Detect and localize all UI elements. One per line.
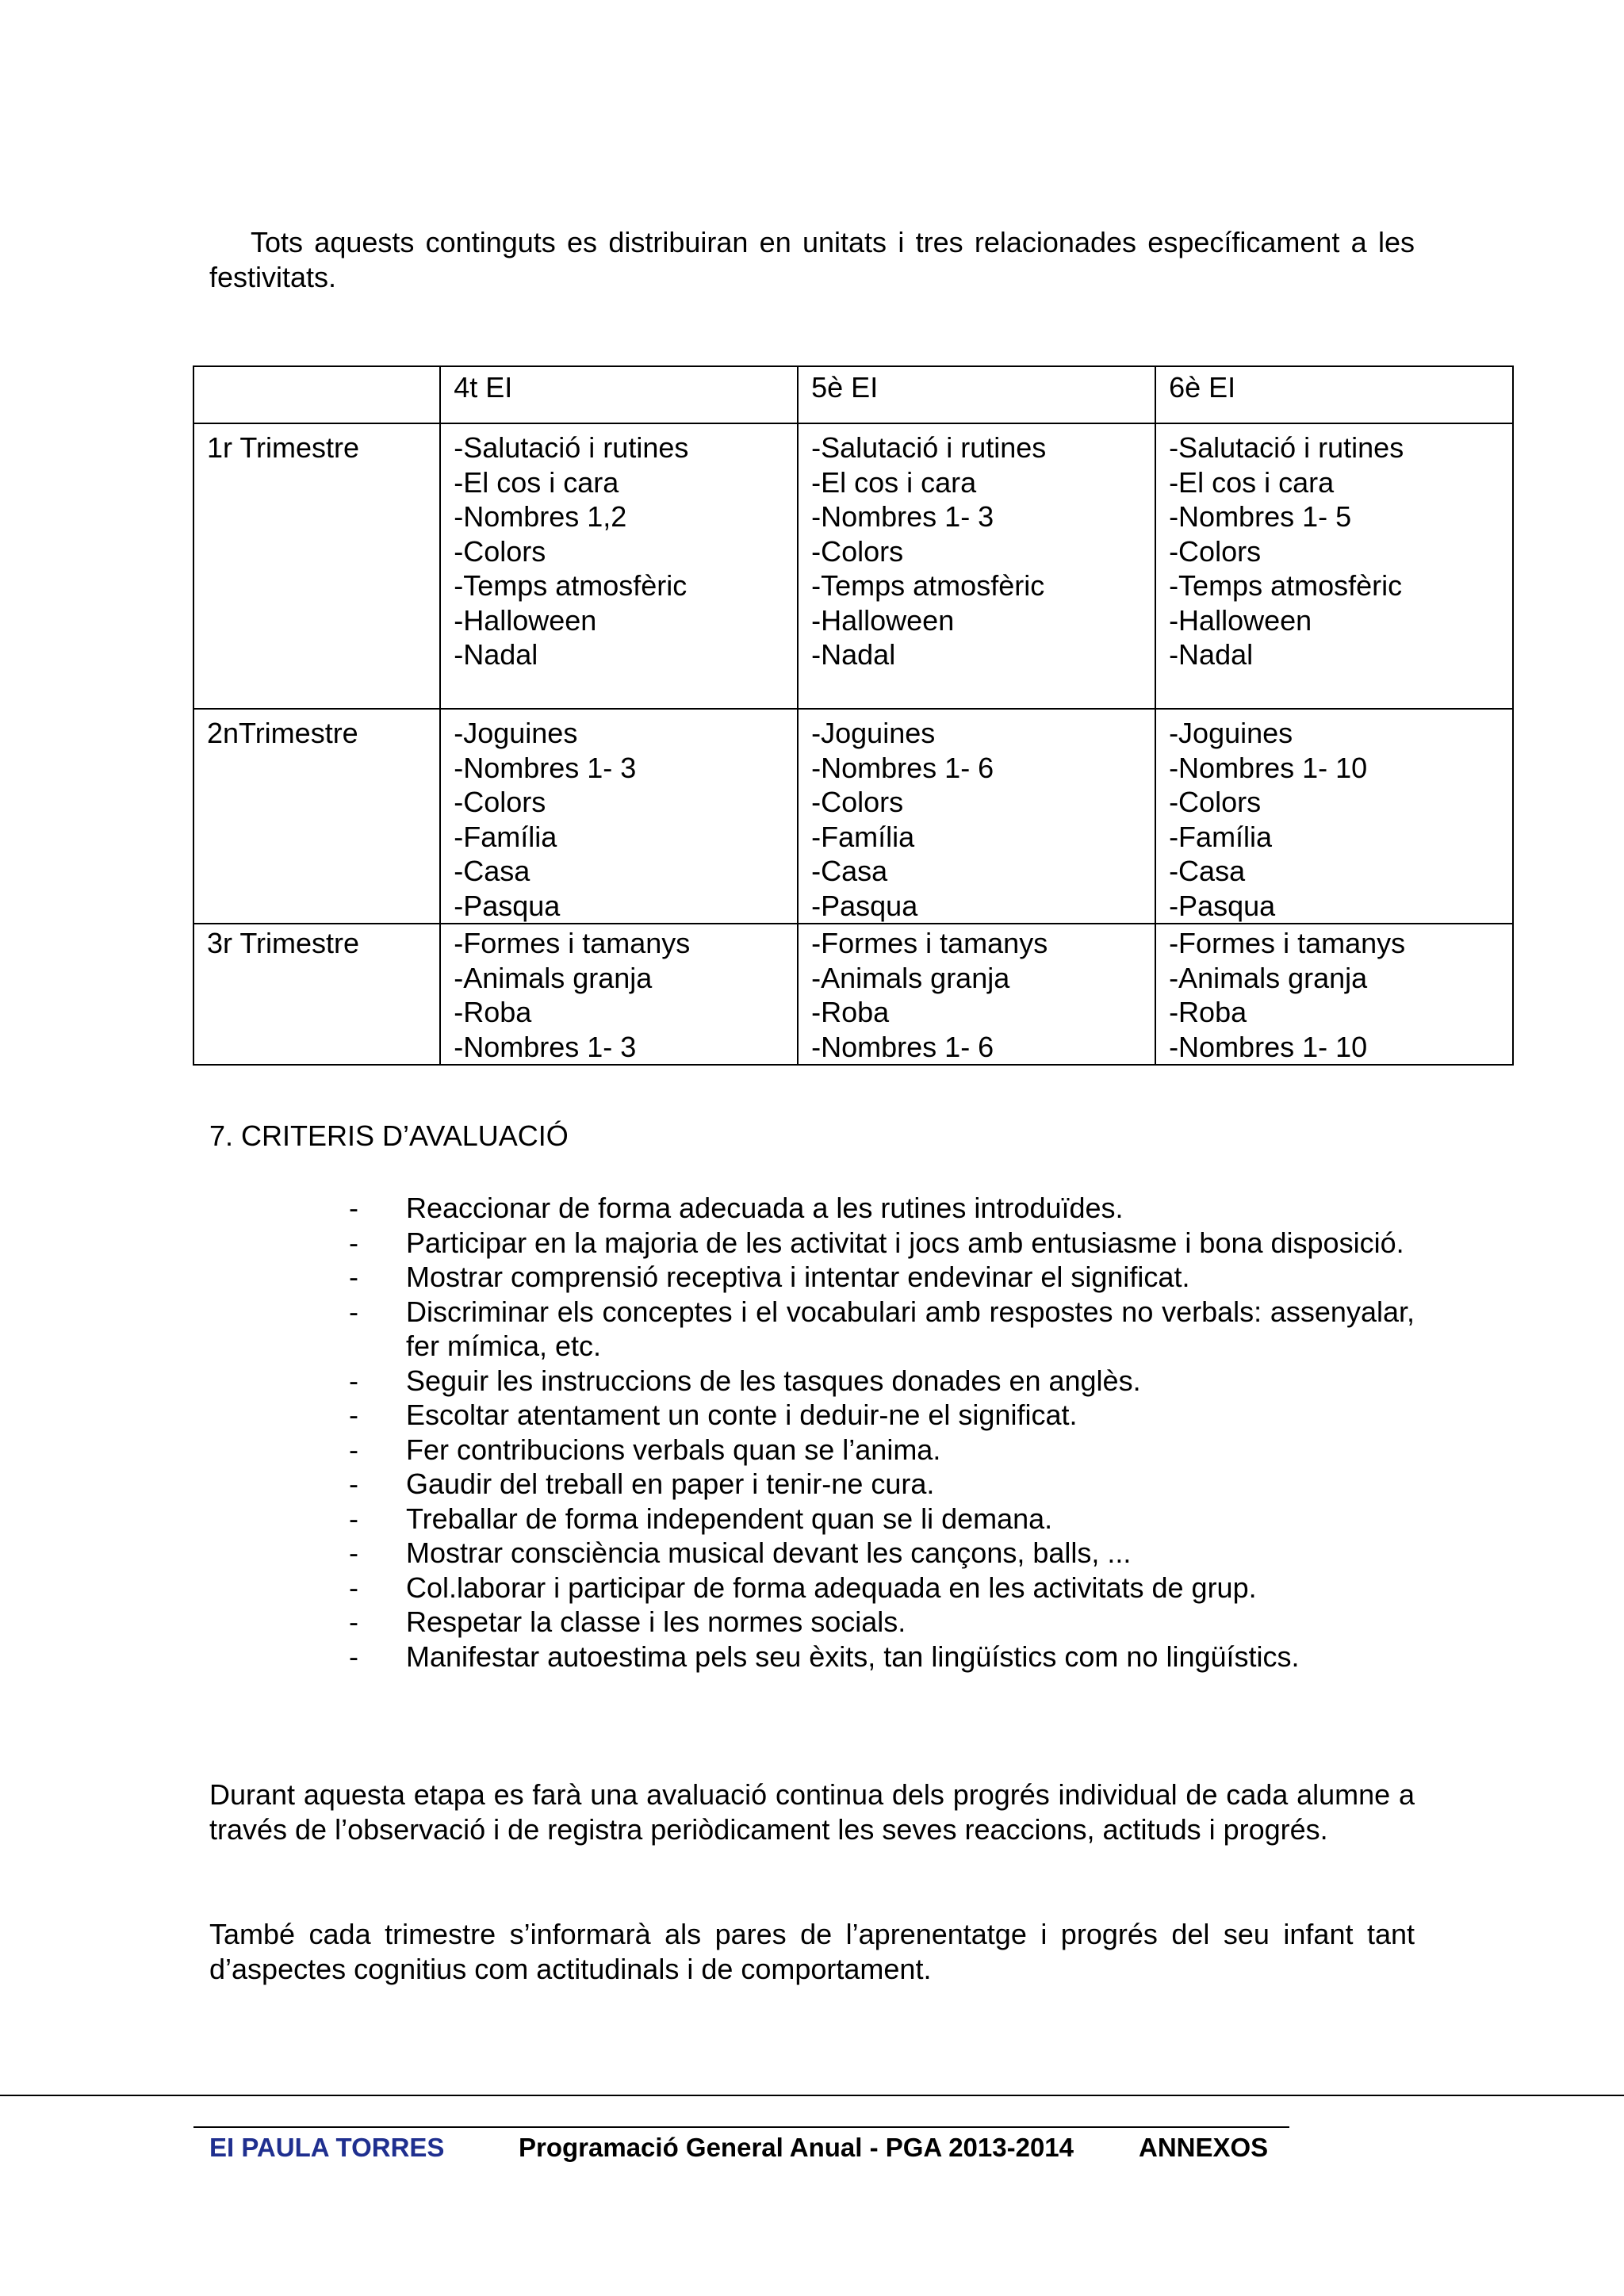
bullet-dash: -: [349, 1468, 358, 1500]
footer-divider: [193, 2126, 1289, 2128]
list-item: [349, 1364, 1415, 1399]
criterion-text: Gaudir del treball en paper i tenir-ne cura.: [406, 1468, 935, 1500]
evaluation-paragraph: Durant aquesta etapa es farà una avaluació continua dels progrés individual de cada alumne a través de l’observació i de registra periòdicament les seves reaccions, actituds i progrés.: [209, 1778, 1415, 1846]
cell-item: -Halloween: [1169, 603, 1312, 637]
cell-item: -Casa: [811, 855, 888, 887]
cell-item: -Colors: [1169, 786, 1262, 818]
cell-item: -Colors: [1169, 534, 1262, 568]
criterion-text: Seguir les instruccions de les tasques donades en anglès.: [406, 1364, 1141, 1397]
cell-item: -Formes i tamanys: [454, 927, 691, 959]
cell-item: -Joguines: [811, 717, 936, 749]
row-label: 3r Trimestre: [193, 924, 440, 1065]
footer-school: EI PAULA TORRES: [209, 2133, 445, 2162]
list-item: [349, 1502, 1415, 1536]
cell-item: -Formes i tamanys: [1169, 927, 1406, 959]
header-cell-5e: 5è EI: [798, 366, 1155, 423]
list-item: [349, 1260, 1415, 1295]
table-cell: [798, 423, 1155, 709]
table-cell: [440, 709, 798, 924]
criteria-list: [349, 1191, 1415, 1674]
table-cell: [798, 709, 1155, 924]
criterion-text: Escoltar atentament un conte i deduir-ne el significat.: [406, 1399, 1078, 1431]
list-item: [349, 1536, 1415, 1571]
cell-item: -El cos i cara: [811, 465, 977, 499]
cell-item: -Salutació i rutines: [454, 431, 689, 464]
cell-item: -Temps atmosfèric: [454, 569, 688, 602]
cell-item: -Colors: [811, 534, 904, 568]
cell-item: -Família: [811, 820, 915, 853]
list-item: [349, 1398, 1415, 1433]
header-cell-6e: 6è EI: [1155, 366, 1513, 423]
list-item: [349, 1467, 1415, 1502]
section-title: 7. CRITERIS D’AVALUACIÓ: [209, 1119, 569, 1152]
table-header-row: [193, 366, 1513, 423]
criterion-text: Reaccionar de forma adecuada a les rutines introduïdes.: [406, 1192, 1124, 1224]
table-cell: [1155, 924, 1513, 1065]
table-cell: [440, 924, 798, 1065]
cell-item: -Nombres 1- 10: [1169, 751, 1368, 784]
list-item: [349, 1295, 1415, 1364]
content-table: [193, 365, 1514, 1066]
cell-item: -Pasqua: [454, 889, 561, 922]
bullet-dash: -: [349, 1571, 358, 1604]
cell-item: -Nombres 1- 10: [1169, 1030, 1368, 1063]
table-cell: [1155, 423, 1513, 709]
list-item: [349, 1571, 1415, 1605]
bullet-dash: -: [349, 1364, 358, 1397]
cell-item: -El cos i cara: [454, 465, 619, 499]
bullet-dash: -: [349, 1502, 358, 1535]
table-cell: [1155, 709, 1513, 924]
criterion-text: Mostrar comprensió receptiva i intentar endevinar el significat.: [406, 1261, 1190, 1293]
cell-item: -Colors: [454, 786, 546, 818]
cell-item: -Colors: [454, 534, 546, 568]
cell-item: -Nombres 1- 5: [1169, 500, 1352, 533]
table-row-trimestre-3: [193, 924, 1513, 1065]
footer-program: Programació General Anual - PGA 2013-2014: [519, 2133, 1074, 2162]
cell-item: -Joguines: [454, 717, 578, 749]
list-item: [349, 1433, 1415, 1468]
cell-item: -Nombres 1- 3: [811, 500, 994, 533]
cell-item: -Halloween: [811, 603, 955, 637]
page-footer: [209, 2132, 1269, 2164]
cell-item: -Nadal: [454, 638, 538, 671]
table-cell: [798, 924, 1155, 1065]
cell-item: -Nombres 1,2: [454, 500, 627, 533]
cell-item: -Família: [1169, 820, 1273, 853]
list-item: [349, 1605, 1415, 1640]
cell-item: -Roba: [1169, 996, 1247, 1028]
bullet-dash: -: [349, 1433, 358, 1466]
cell-item: -Joguines: [1169, 717, 1293, 749]
cell-item: -El cos i cara: [1169, 465, 1335, 499]
criterion-text: Discriminar els conceptes i el vocabulari amb respostes no verbals: assenyalar, fer mímica, etc.: [406, 1295, 1415, 1362]
table-cell: [440, 423, 798, 709]
header-cell-4t: 4t EI: [440, 366, 798, 423]
criterion-text: Respetar la classe i les normes socials.: [406, 1605, 906, 1638]
cell-item: -Nadal: [811, 638, 896, 671]
cell-item: -Halloween: [454, 603, 597, 637]
cell-item: -Animals granja: [811, 961, 1010, 994]
criterion-text: Mostrar consciència musical devant les cançons, balls, ...: [406, 1536, 1132, 1569]
intro-paragraph: Tots aquests continguts es distribuiran en unitats i tres relacionades específicament a les festivitats.: [209, 226, 1415, 293]
cell-item: -Nombres 1- 6: [811, 1030, 994, 1063]
cell-item: -Pasqua: [811, 889, 918, 922]
list-item: [349, 1640, 1415, 1674]
criterion-text: Col.laborar i participar de forma adequada en les activitats de grup.: [406, 1571, 1257, 1604]
bullet-dash: -: [349, 1605, 358, 1638]
bullet-dash: -: [349, 1399, 358, 1431]
cell-item: -Família: [454, 820, 557, 853]
cell-item: -Nombres 1- 3: [454, 1030, 637, 1063]
cell-item: -Salutació i rutines: [811, 431, 1047, 464]
row-label: 2nTrimestre: [193, 709, 440, 924]
cell-item: -Roba: [454, 996, 532, 1028]
report-paragraph: També cada trimestre s’informarà als pares de l’aprenentatge i progrés del seu infant tant d’aspectes cognitius com actitudinals i de comportament.: [209, 1918, 1415, 1985]
cell-item: -Roba: [811, 996, 890, 1028]
bullet-dash: -: [349, 1261, 358, 1293]
cell-item: -Animals granja: [1169, 961, 1368, 994]
criterion-text: Participar en la majoria de les activitat i jocs amb entusiasme i bona disposició.: [406, 1226, 1404, 1259]
cell-item: -Temps atmosfèric: [1169, 569, 1403, 602]
list-item: [349, 1191, 1415, 1226]
cell-item: -Nombres 1- 3: [454, 751, 637, 784]
page-divider: [0, 2095, 1624, 2096]
cell-item: -Nombres 1- 6: [811, 751, 994, 784]
criterion-text: Fer contribucions verbals quan se l’anima.: [406, 1433, 941, 1466]
cell-item: -Pasqua: [1169, 889, 1276, 922]
bullet-dash: -: [349, 1226, 358, 1259]
row-label: 1r Trimestre: [193, 423, 440, 709]
table-row-trimestre-1: [193, 423, 1513, 709]
cell-item: -Nadal: [1169, 638, 1254, 671]
list-item: [349, 1226, 1415, 1261]
cell-item: -Animals granja: [454, 961, 653, 994]
table-row-trimestre-2: [193, 709, 1513, 924]
cell-item: -Casa: [454, 855, 530, 887]
bullet-dash: -: [349, 1536, 358, 1569]
bullet-dash: -: [349, 1640, 358, 1673]
cell-item: -Salutació i rutines: [1169, 431, 1404, 464]
cell-item: -Colors: [811, 786, 904, 818]
criterion-text: Manifestar autoestima pels seu èxits, tan lingüístics com no lingüístics.: [406, 1640, 1300, 1673]
cell-item: -Formes i tamanys: [811, 927, 1048, 959]
cell-item: -Temps atmosfèric: [811, 569, 1045, 602]
header-cell-empty: [193, 366, 440, 423]
bullet-dash: -: [349, 1295, 358, 1328]
cell-item: -Casa: [1169, 855, 1246, 887]
criterion-text: Treballar de forma independent quan se li demana.: [406, 1502, 1053, 1535]
footer-annex: ANNEXOS: [1139, 2133, 1269, 2162]
bullet-dash: -: [349, 1192, 358, 1224]
